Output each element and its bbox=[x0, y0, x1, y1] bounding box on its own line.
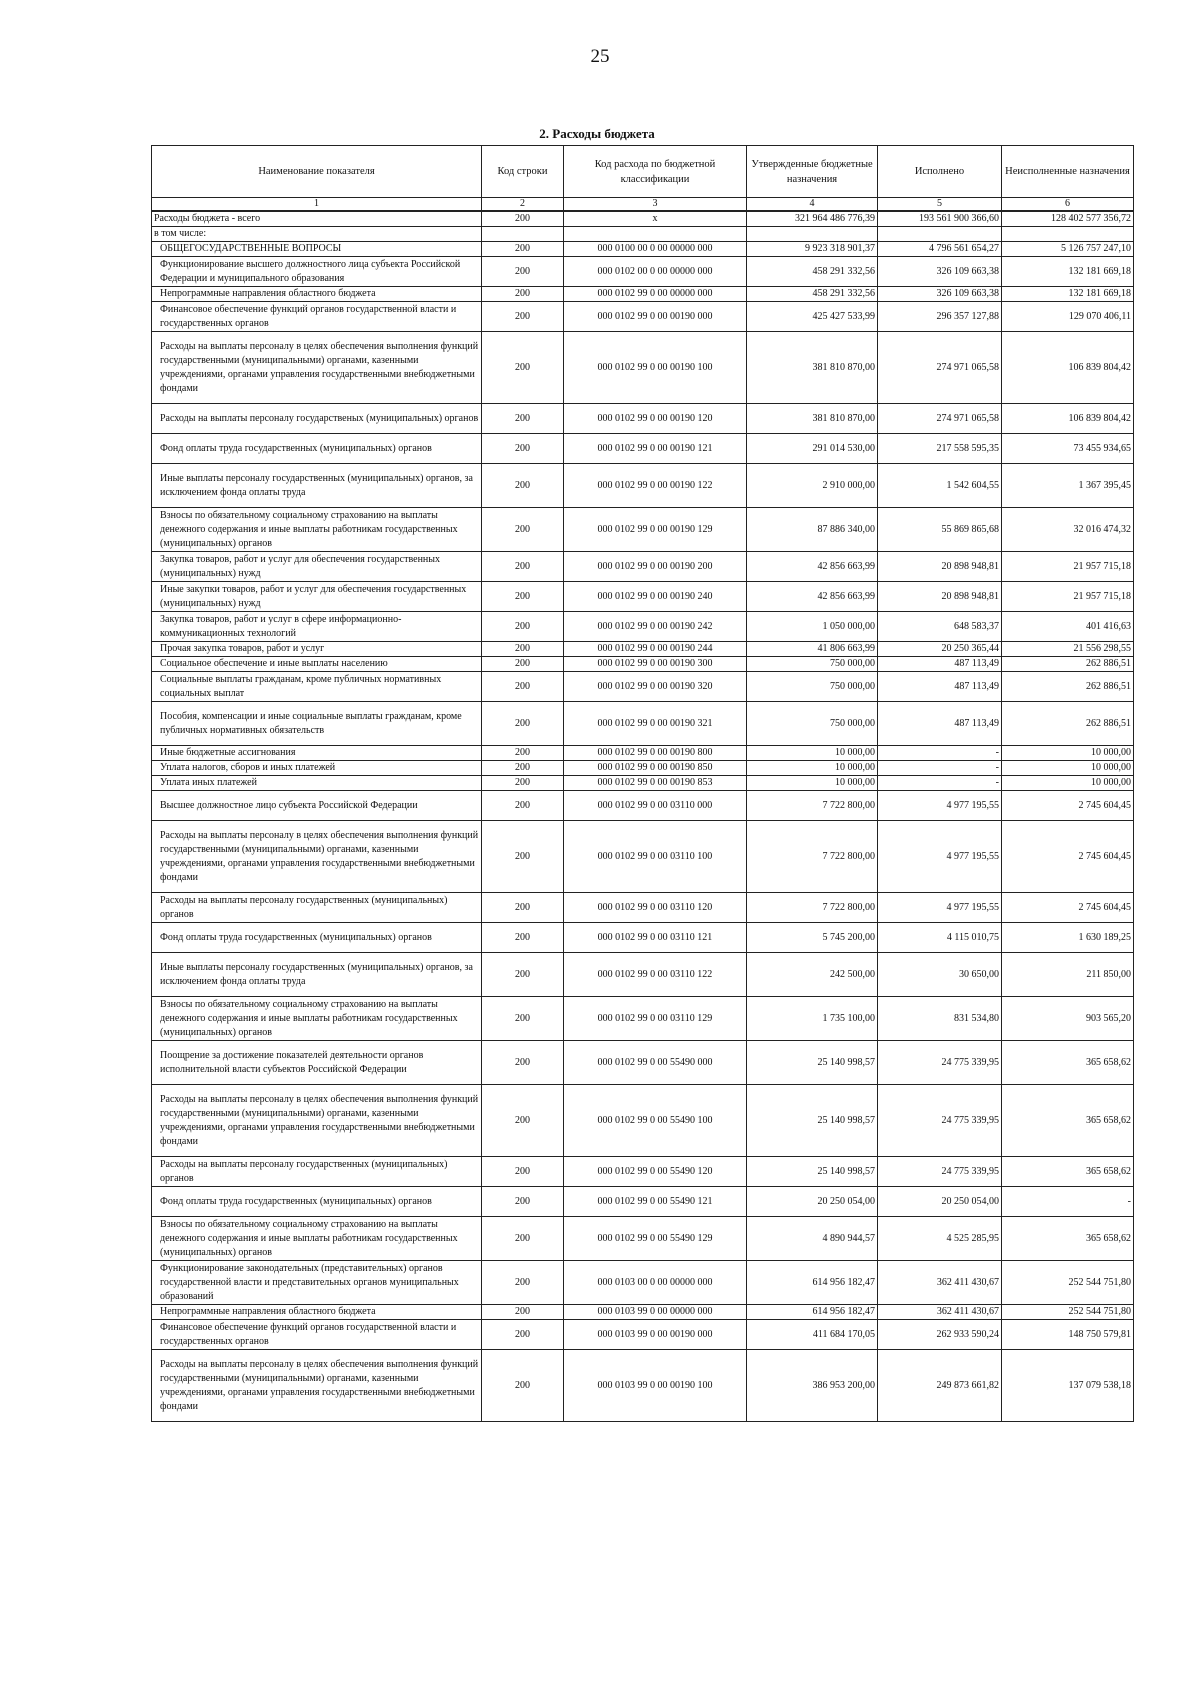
row-unexecuted-amount: 137 079 538,18 bbox=[1002, 1350, 1134, 1422]
row-line-code: 200 bbox=[482, 702, 564, 746]
row-classification-code: 000 0100 00 0 00 00000 000 bbox=[564, 242, 747, 257]
row-classification-code: 000 0102 99 0 00 00190 242 bbox=[564, 612, 747, 642]
row-executed-amount: 326 109 663,38 bbox=[878, 287, 1002, 302]
row-name: Иные закупки товаров, работ и услуг для обеспечения государственных (муниципальных) нужд bbox=[152, 582, 482, 612]
row-executed-amount: 4 525 285,95 bbox=[878, 1217, 1002, 1261]
row-classification-code: 000 0102 99 0 00 00190 320 bbox=[564, 672, 747, 702]
row-name: Уплата налогов, сборов и иных платежей bbox=[152, 761, 482, 776]
row-executed-amount: 274 971 065,58 bbox=[878, 404, 1002, 434]
row-approved-amount: 5 745 200,00 bbox=[747, 923, 878, 953]
table-row bbox=[152, 997, 1134, 1041]
table-row bbox=[152, 923, 1134, 953]
row-line-code: 200 bbox=[482, 552, 564, 582]
row-name: Расходы на выплаты персоналу государственных (муниципальных) органов bbox=[152, 1157, 482, 1187]
table-row bbox=[152, 582, 1134, 612]
row-unexecuted-amount: 106 839 804,42 bbox=[1002, 404, 1134, 434]
row-executed-amount: 487 113,49 bbox=[878, 657, 1002, 672]
row-approved-amount bbox=[747, 227, 878, 242]
row-classification-code: 000 0102 99 0 00 00190 129 bbox=[564, 508, 747, 552]
row-line-code: 200 bbox=[482, 1350, 564, 1422]
row-unexecuted-amount: 21 957 715,18 bbox=[1002, 582, 1134, 612]
row-name: Пособия, компенсации и иные социальные выплаты гражданам, кроме публичных нормативных обязательств bbox=[152, 702, 482, 746]
table-row bbox=[152, 821, 1134, 893]
row-name: Взносы по обязательному социальному страхованию на выплаты денежного содержания и иные выплаты работникам государственных (муниципальных) органов bbox=[152, 1217, 482, 1261]
table-row bbox=[152, 227, 1134, 242]
row-line-code: 200 bbox=[482, 508, 564, 552]
row-name: Закупка товаров, работ и услуг для обеспечения государственных (муниципальных) нужд bbox=[152, 552, 482, 582]
table-row bbox=[152, 464, 1134, 508]
row-name: Закупка товаров, работ и услуг в сфере информационно-коммуникационных технологий bbox=[152, 612, 482, 642]
row-approved-amount: 381 810 870,00 bbox=[747, 332, 878, 404]
row-executed-amount: 217 558 595,35 bbox=[878, 434, 1002, 464]
row-line-code: 200 bbox=[482, 242, 564, 257]
row-name: Прочая закупка товаров, работ и услуг bbox=[152, 642, 482, 657]
row-classification-code: 000 0102 99 0 00 00190 200 bbox=[564, 552, 747, 582]
row-approved-amount: 614 956 182,47 bbox=[747, 1305, 878, 1320]
header-unexecuted: Неисполненные назначения bbox=[1002, 146, 1134, 198]
row-approved-amount: 458 291 332,56 bbox=[747, 287, 878, 302]
table-row bbox=[152, 1157, 1134, 1187]
row-approved-amount: 386 953 200,00 bbox=[747, 1350, 878, 1422]
row-line-code: 200 bbox=[482, 302, 564, 332]
table-row bbox=[152, 1261, 1134, 1305]
table-row bbox=[152, 287, 1134, 302]
table-row bbox=[152, 211, 1134, 227]
table-title: 2. Расходы бюджета bbox=[539, 126, 655, 141]
row-approved-amount: 2 910 000,00 bbox=[747, 464, 878, 508]
table-row bbox=[152, 302, 1134, 332]
row-classification-code: 000 0102 99 0 00 03110 121 bbox=[564, 923, 747, 953]
row-unexecuted-amount: 128 402 577 356,72 bbox=[1002, 211, 1134, 227]
table-row bbox=[152, 1041, 1134, 1085]
row-classification-code: 000 0102 99 0 00 03110 129 bbox=[564, 997, 747, 1041]
row-unexecuted-amount: 2 745 604,45 bbox=[1002, 791, 1134, 821]
row-line-code: 200 bbox=[482, 1305, 564, 1320]
row-approved-amount: 750 000,00 bbox=[747, 657, 878, 672]
row-unexecuted-amount: 365 658,62 bbox=[1002, 1217, 1134, 1261]
row-executed-amount: 831 534,80 bbox=[878, 997, 1002, 1041]
row-executed-amount: 262 933 590,24 bbox=[878, 1320, 1002, 1350]
table-row bbox=[152, 657, 1134, 672]
row-executed-amount: - bbox=[878, 776, 1002, 791]
row-approved-amount: 10 000,00 bbox=[747, 776, 878, 791]
row-classification-code: 000 0102 99 0 00 03110 120 bbox=[564, 893, 747, 923]
row-executed-amount: 24 775 339,95 bbox=[878, 1085, 1002, 1157]
row-name: Финансовое обеспечение функций органов государственной власти и государственных органов bbox=[152, 1320, 482, 1350]
row-executed-amount: 1 542 604,55 bbox=[878, 464, 1002, 508]
row-classification-code: 000 0102 99 0 00 03110 122 bbox=[564, 953, 747, 997]
row-unexecuted-amount: 211 850,00 bbox=[1002, 953, 1134, 997]
row-unexecuted-amount: 262 886,51 bbox=[1002, 657, 1134, 672]
row-classification-code: 000 0102 99 0 00 00000 000 bbox=[564, 287, 747, 302]
row-name: Уплата иных платежей bbox=[152, 776, 482, 791]
row-name: Непрограммные направления областного бюджета bbox=[152, 1305, 482, 1320]
table-row bbox=[152, 1350, 1134, 1422]
row-classification-code: 000 0102 99 0 00 55490 000 bbox=[564, 1041, 747, 1085]
table-row bbox=[152, 1187, 1134, 1217]
column-number: 1 bbox=[152, 198, 482, 212]
row-approved-amount: 750 000,00 bbox=[747, 672, 878, 702]
row-unexecuted-amount: 21 957 715,18 bbox=[1002, 552, 1134, 582]
row-approved-amount: 41 806 663,99 bbox=[747, 642, 878, 657]
row-name: Расходы бюджета - всего bbox=[152, 211, 482, 227]
row-approved-amount: 42 856 663,99 bbox=[747, 552, 878, 582]
row-unexecuted-amount: 365 658,62 bbox=[1002, 1157, 1134, 1187]
row-unexecuted-amount: 401 416,63 bbox=[1002, 612, 1134, 642]
row-name: Иные выплаты персоналу государственных (муниципальных) органов, за исключением фонда оплаты труда bbox=[152, 953, 482, 997]
row-approved-amount: 1 050 000,00 bbox=[747, 612, 878, 642]
row-line-code: 200 bbox=[482, 657, 564, 672]
row-executed-amount: 487 113,49 bbox=[878, 672, 1002, 702]
row-unexecuted-amount: 73 455 934,65 bbox=[1002, 434, 1134, 464]
row-classification-code bbox=[564, 227, 747, 242]
row-classification-code: 000 0102 99 0 00 00190 850 bbox=[564, 761, 747, 776]
row-line-code: 200 bbox=[482, 1157, 564, 1187]
row-executed-amount: 4 796 561 654,27 bbox=[878, 242, 1002, 257]
row-line-code: 200 bbox=[482, 1261, 564, 1305]
row-approved-amount: 25 140 998,57 bbox=[747, 1157, 878, 1187]
row-line-code: 200 bbox=[482, 893, 564, 923]
row-approved-amount: 381 810 870,00 bbox=[747, 404, 878, 434]
row-name: Непрограммные направления областного бюджета bbox=[152, 287, 482, 302]
table-row bbox=[152, 508, 1134, 552]
row-line-code: 200 bbox=[482, 434, 564, 464]
row-classification-code: 000 0102 00 0 00 00000 000 bbox=[564, 257, 747, 287]
table-row bbox=[152, 434, 1134, 464]
row-classification-code: 000 0102 99 0 00 00190 121 bbox=[564, 434, 747, 464]
row-line-code: 200 bbox=[482, 953, 564, 997]
row-name: Фонд оплаты труда государственных (муниципальных) органов bbox=[152, 434, 482, 464]
row-unexecuted-amount: - bbox=[1002, 1187, 1134, 1217]
column-number: 4 bbox=[747, 198, 878, 212]
row-executed-amount: 296 357 127,88 bbox=[878, 302, 1002, 332]
table-row bbox=[152, 1320, 1134, 1350]
column-number-row bbox=[152, 198, 1134, 212]
row-line-code: 200 bbox=[482, 464, 564, 508]
row-unexecuted-amount: 365 658,62 bbox=[1002, 1041, 1134, 1085]
table-row bbox=[152, 702, 1134, 746]
row-name: Расходы на выплаты персоналу в целях обеспечения выполнения функций государственными (муниципальными) органами, казенными учреждениями, органами управления государственными внебюджетными фондами bbox=[152, 821, 482, 893]
row-approved-amount: 7 722 800,00 bbox=[747, 821, 878, 893]
table-row bbox=[152, 612, 1134, 642]
row-approved-amount: 4 890 944,57 bbox=[747, 1217, 878, 1261]
row-approved-amount: 25 140 998,57 bbox=[747, 1085, 878, 1157]
row-executed-amount: 55 869 865,68 bbox=[878, 508, 1002, 552]
row-approved-amount: 7 722 800,00 bbox=[747, 791, 878, 821]
row-classification-code: x bbox=[564, 211, 747, 227]
row-classification-code: 000 0102 99 0 00 00190 240 bbox=[564, 582, 747, 612]
row-classification-code: 000 0102 99 0 00 00190 122 bbox=[564, 464, 747, 508]
row-name: Расходы на выплаты персоналу государственых (муниципальных) органов bbox=[152, 404, 482, 434]
row-classification-code: 000 0102 99 0 00 00190 853 bbox=[564, 776, 747, 791]
row-executed-amount: 4 977 195,55 bbox=[878, 791, 1002, 821]
row-classification-code: 000 0102 99 0 00 00190 100 bbox=[564, 332, 747, 404]
row-line-code: 200 bbox=[482, 821, 564, 893]
row-classification-code: 000 0102 99 0 00 00190 321 bbox=[564, 702, 747, 746]
row-line-code: 200 bbox=[482, 672, 564, 702]
row-classification-code: 000 0102 99 0 00 03110 100 bbox=[564, 821, 747, 893]
table-row bbox=[152, 746, 1134, 761]
row-approved-amount: 25 140 998,57 bbox=[747, 1041, 878, 1085]
row-name: Расходы на выплаты персоналу в целях обеспечения выполнения функций государственными (муниципальными) органами, казенными учреждениями, органами управления государственными внебюджетными фондами bbox=[152, 332, 482, 404]
row-unexecuted-amount: 148 750 579,81 bbox=[1002, 1320, 1134, 1350]
row-unexecuted-amount: 252 544 751,80 bbox=[1002, 1261, 1134, 1305]
table-row bbox=[152, 242, 1134, 257]
row-executed-amount: 4 977 195,55 bbox=[878, 821, 1002, 893]
row-classification-code: 000 0102 99 0 00 03110 000 bbox=[564, 791, 747, 821]
row-approved-amount: 20 250 054,00 bbox=[747, 1187, 878, 1217]
row-line-code: 200 bbox=[482, 1320, 564, 1350]
table-row bbox=[152, 791, 1134, 821]
row-classification-code: 000 0103 99 0 00 00190 100 bbox=[564, 1350, 747, 1422]
row-approved-amount: 7 722 800,00 bbox=[747, 893, 878, 923]
row-executed-amount: 326 109 663,38 bbox=[878, 257, 1002, 287]
row-name: Расходы на выплаты персоналу государственных (муниципальных) органов bbox=[152, 893, 482, 923]
row-name: Высшее должностное лицо субъекта Российской Федерации bbox=[152, 791, 482, 821]
row-approved-amount: 321 964 486 776,39 bbox=[747, 211, 878, 227]
row-unexecuted-amount: 262 886,51 bbox=[1002, 672, 1134, 702]
row-name: Фонд оплаты труда государственных (муниципальных) органов bbox=[152, 923, 482, 953]
header-indicator-name: Наименование показателя bbox=[152, 146, 482, 198]
expenditures-table bbox=[151, 145, 1134, 1422]
row-name: Расходы на выплаты персоналу в целях обеспечения выполнения функций государственными (муниципальными) органами, казенными учреждениями, органами управления государственными внебюджетными фондами bbox=[152, 1350, 482, 1422]
row-name: Взносы по обязательному социальному страхованию на выплаты денежного содержания и иные выплаты работникам государственных (муниципальных) органов bbox=[152, 508, 482, 552]
row-unexecuted-amount: 2 745 604,45 bbox=[1002, 821, 1134, 893]
row-name: Фонд оплаты труда государственных (муниципальных) органов bbox=[152, 1187, 482, 1217]
row-unexecuted-amount: 1 367 395,45 bbox=[1002, 464, 1134, 508]
row-name: Социальное обеспечение и иные выплаты населению bbox=[152, 657, 482, 672]
row-classification-code: 000 0103 99 0 00 00190 000 bbox=[564, 1320, 747, 1350]
row-line-code: 200 bbox=[482, 746, 564, 761]
row-unexecuted-amount: 21 556 298,55 bbox=[1002, 642, 1134, 657]
row-classification-code: 000 0102 99 0 00 00190 800 bbox=[564, 746, 747, 761]
row-name: Взносы по обязательному социальному страхованию на выплаты денежного содержания и иные выплаты работникам государственных (муниципальных) органов bbox=[152, 997, 482, 1041]
row-line-code: 200 bbox=[482, 642, 564, 657]
table-row bbox=[152, 1217, 1134, 1261]
row-line-code: 200 bbox=[482, 997, 564, 1041]
row-classification-code: 000 0103 00 0 00 00000 000 bbox=[564, 1261, 747, 1305]
row-classification-code: 000 0102 99 0 00 00190 120 bbox=[564, 404, 747, 434]
row-name: Финансовое обеспечение функций органов государственной власти и государственных органов bbox=[152, 302, 482, 332]
row-executed-amount: 4 115 010,75 bbox=[878, 923, 1002, 953]
row-line-code: 200 bbox=[482, 1187, 564, 1217]
row-executed-amount: - bbox=[878, 761, 1002, 776]
row-classification-code: 000 0102 99 0 00 55490 100 bbox=[564, 1085, 747, 1157]
row-unexecuted-amount: 903 565,20 bbox=[1002, 997, 1134, 1041]
row-name: Иные выплаты персоналу государственных (муниципальных) органов, за исключением фонда оплаты труда bbox=[152, 464, 482, 508]
row-line-code: 200 bbox=[482, 791, 564, 821]
row-classification-code: 000 0103 99 0 00 00000 000 bbox=[564, 1305, 747, 1320]
row-executed-amount: 24 775 339,95 bbox=[878, 1041, 1002, 1085]
row-executed-amount: 20 250 054,00 bbox=[878, 1187, 1002, 1217]
row-name: Функционирование законодательных (представительных) органов государственной власти и представительных органов муниципальных образований bbox=[152, 1261, 482, 1305]
row-approved-amount: 291 014 530,00 bbox=[747, 434, 878, 464]
row-unexecuted-amount: 10 000,00 bbox=[1002, 746, 1134, 761]
header-classification-code: Код расхода по бюджетной классификации bbox=[564, 146, 747, 198]
row-approved-amount: 750 000,00 bbox=[747, 702, 878, 746]
row-executed-amount: 274 971 065,58 bbox=[878, 332, 1002, 404]
row-unexecuted-amount: 365 658,62 bbox=[1002, 1085, 1134, 1157]
row-name: Иные бюджетные ассигнования bbox=[152, 746, 482, 761]
column-number: 2 bbox=[482, 198, 564, 212]
row-unexecuted-amount: 2 745 604,45 bbox=[1002, 893, 1134, 923]
row-classification-code: 000 0102 99 0 00 55490 120 bbox=[564, 1157, 747, 1187]
table-row bbox=[152, 893, 1134, 923]
row-unexecuted-amount: 5 126 757 247,10 bbox=[1002, 242, 1134, 257]
row-executed-amount: 193 561 900 366,60 bbox=[878, 211, 1002, 227]
row-unexecuted-amount: 129 070 406,11 bbox=[1002, 302, 1134, 332]
row-approved-amount: 87 886 340,00 bbox=[747, 508, 878, 552]
column-number: 3 bbox=[564, 198, 747, 212]
row-approved-amount: 10 000,00 bbox=[747, 746, 878, 761]
row-executed-amount: 20 898 948,81 bbox=[878, 582, 1002, 612]
row-executed-amount: 20 898 948,81 bbox=[878, 552, 1002, 582]
row-unexecuted-amount: 10 000,00 bbox=[1002, 761, 1134, 776]
row-executed-amount: 4 977 195,55 bbox=[878, 893, 1002, 923]
row-line-code: 200 bbox=[482, 332, 564, 404]
row-line-code: 200 bbox=[482, 761, 564, 776]
row-approved-amount: 1 735 100,00 bbox=[747, 997, 878, 1041]
row-line-code: 200 bbox=[482, 612, 564, 642]
header-executed: Исполнено bbox=[878, 146, 1002, 198]
row-unexecuted-amount: 132 181 669,18 bbox=[1002, 287, 1134, 302]
row-approved-amount: 614 956 182,47 bbox=[747, 1261, 878, 1305]
row-approved-amount: 10 000,00 bbox=[747, 761, 878, 776]
row-line-code: 200 bbox=[482, 1217, 564, 1261]
row-approved-amount: 411 684 170,05 bbox=[747, 1320, 878, 1350]
row-executed-amount: - bbox=[878, 746, 1002, 761]
row-line-code: 200 bbox=[482, 776, 564, 791]
row-approved-amount: 458 291 332,56 bbox=[747, 257, 878, 287]
row-unexecuted-amount: 1 630 189,25 bbox=[1002, 923, 1134, 953]
row-executed-amount: 24 775 339,95 bbox=[878, 1157, 1002, 1187]
row-unexecuted-amount: 252 544 751,80 bbox=[1002, 1305, 1134, 1320]
table-row bbox=[152, 332, 1134, 404]
row-name: Поощрение за достижение показателей деятельности органов исполнительной власти субъектов Российской Федерации bbox=[152, 1041, 482, 1085]
row-unexecuted-amount: 10 000,00 bbox=[1002, 776, 1134, 791]
table-row bbox=[152, 552, 1134, 582]
table-row bbox=[152, 953, 1134, 997]
table-row bbox=[152, 257, 1134, 287]
row-executed-amount: 487 113,49 bbox=[878, 702, 1002, 746]
table-row bbox=[152, 1305, 1134, 1320]
row-classification-code: 000 0102 99 0 00 00190 000 bbox=[564, 302, 747, 332]
row-approved-amount: 425 427 533,99 bbox=[747, 302, 878, 332]
row-name: Социальные выплаты гражданам, кроме публичных нормативных социальных выплат bbox=[152, 672, 482, 702]
row-executed-amount bbox=[878, 227, 1002, 242]
row-line-code bbox=[482, 227, 564, 242]
table-row bbox=[152, 761, 1134, 776]
row-unexecuted-amount: 262 886,51 bbox=[1002, 702, 1134, 746]
row-line-code: 200 bbox=[482, 1085, 564, 1157]
row-unexecuted-amount: 32 016 474,32 bbox=[1002, 508, 1134, 552]
row-line-code: 200 bbox=[482, 287, 564, 302]
row-line-code: 200 bbox=[482, 211, 564, 227]
row-classification-code: 000 0102 99 0 00 55490 121 bbox=[564, 1187, 747, 1217]
row-executed-amount: 362 411 430,67 bbox=[878, 1305, 1002, 1320]
row-approved-amount: 9 923 318 901,37 bbox=[747, 242, 878, 257]
row-line-code: 200 bbox=[482, 257, 564, 287]
column-number: 6 bbox=[1002, 198, 1134, 212]
row-classification-code: 000 0102 99 0 00 00190 300 bbox=[564, 657, 747, 672]
table-row bbox=[152, 672, 1134, 702]
table-row bbox=[152, 642, 1134, 657]
header-line-code: Код строки bbox=[482, 146, 564, 198]
row-executed-amount: 20 250 365,44 bbox=[878, 642, 1002, 657]
row-name: в том числе: bbox=[152, 227, 482, 242]
column-number: 5 bbox=[878, 198, 1002, 212]
row-line-code: 200 bbox=[482, 582, 564, 612]
row-classification-code: 000 0102 99 0 00 55490 129 bbox=[564, 1217, 747, 1261]
row-name: Расходы на выплаты персоналу в целях обеспечения выполнения функций государственными (муниципальными) органами, казенными учреждениями, органами управления государственными внебюджетными фондами bbox=[152, 1085, 482, 1157]
table-row bbox=[152, 776, 1134, 791]
row-line-code: 200 bbox=[482, 1041, 564, 1085]
row-unexecuted-amount: 106 839 804,42 bbox=[1002, 332, 1134, 404]
row-line-code: 200 bbox=[482, 923, 564, 953]
row-executed-amount: 30 650,00 bbox=[878, 953, 1002, 997]
row-classification-code: 000 0102 99 0 00 00190 244 bbox=[564, 642, 747, 657]
row-executed-amount: 362 411 430,67 bbox=[878, 1261, 1002, 1305]
row-executed-amount: 249 873 661,82 bbox=[878, 1350, 1002, 1422]
table-row bbox=[152, 1085, 1134, 1157]
page-number: 25 bbox=[590, 46, 610, 67]
row-approved-amount: 242 500,00 bbox=[747, 953, 878, 997]
row-approved-amount: 42 856 663,99 bbox=[747, 582, 878, 612]
table-header-row bbox=[152, 146, 1134, 198]
row-unexecuted-amount bbox=[1002, 227, 1134, 242]
row-name: ОБЩЕГОСУДАРСТВЕННЫЕ ВОПРОСЫ bbox=[152, 242, 482, 257]
row-executed-amount: 648 583,37 bbox=[878, 612, 1002, 642]
row-unexecuted-amount: 132 181 669,18 bbox=[1002, 257, 1134, 287]
table-row bbox=[152, 404, 1134, 434]
row-line-code: 200 bbox=[482, 404, 564, 434]
header-approved: Утвержденные бюджетные назначения bbox=[747, 146, 878, 198]
row-name: Функционирование высшего должностного лица субъекта Российской Федерации и муниципального образования bbox=[152, 257, 482, 287]
